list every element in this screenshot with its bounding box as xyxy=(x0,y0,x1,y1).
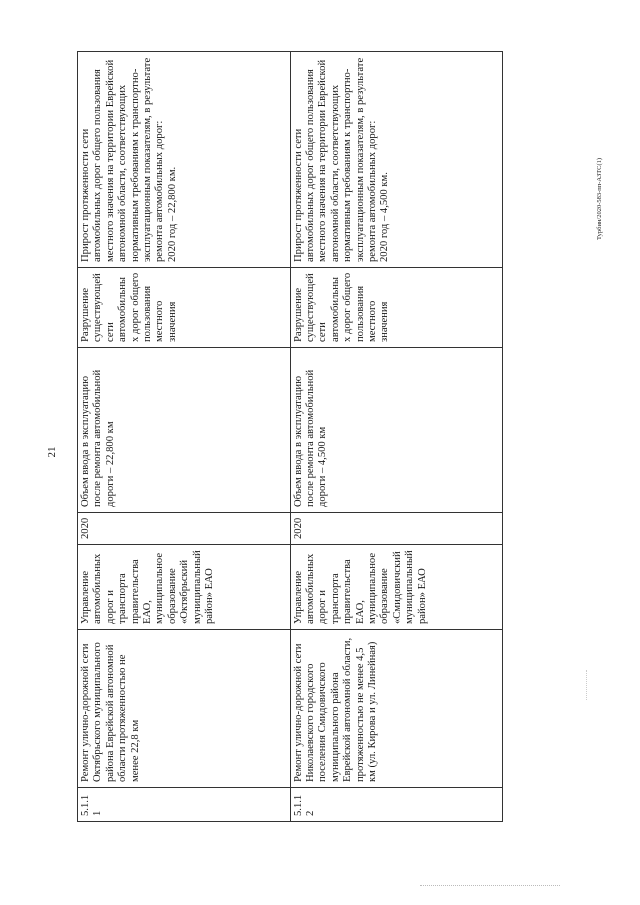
page-number: 21 xyxy=(46,446,58,458)
table-row xyxy=(78,52,291,822)
measure-name: Ремонт улично-дорожной сети Николаевского городского поселения Смидовичского муниципального района Еврейской автономной области, протяженностью не менее 4,5 км (ул. Кирова и ул. Линейная) xyxy=(290,630,503,788)
table-row xyxy=(290,52,503,822)
executor: Управление автомобильных дорог и транспорта правительства ЕАО, муниципальное образование «Октябрьский муниципальный район» ЕАО xyxy=(78,545,291,630)
measures-table-rotated xyxy=(77,52,503,822)
measure-name: Ремонт улично-дорожной сети Октябрьского муниципального района Еврейской автономной области протяженностью не менее 22,8 км xyxy=(78,630,291,788)
target-indicator: Прирост протяженности сети автомобильных дорог общего пользования местного значения на территории Еврейской автономной области, соответствующих нормативным требованиям к транспортно-эксплуатационным показателям, в результате ремонта автомобильных дорог: 2020 год – 22,800 км. xyxy=(78,52,291,268)
year: 2020 xyxy=(78,513,291,545)
target-indicator: Прирост протяженности сети автомобильных дорог общего пользования местного значения на территории Еврейской автономной области, соответствующих нормативным требованиям к транспортно-эксплуатационным показателям, в результате ремонта автомобильных дорог: 2020 год – 4,500 км. xyxy=(290,52,503,268)
expected-result: Объем ввода в эксплуатацию после ремонта автомобильной дороги – 4,500 км xyxy=(290,348,503,513)
document-code: Турбин/2020-583-пп-АЗТС(1) xyxy=(596,157,603,240)
row-number: 5.1.12 xyxy=(290,788,503,822)
risk: Разрушение существующей сети автомобильных дорог общего пользования местного значения xyxy=(290,268,503,348)
expected-result: Объем ввода в эксплуатацию после ремонта автомобильной дороги – 22,800 км xyxy=(78,348,291,513)
year: 2020 xyxy=(290,513,503,545)
risk: Разрушение существующей сети автомобильных дорог общего пользования местного значения xyxy=(78,268,291,348)
measures-table xyxy=(77,51,503,822)
margin-mark xyxy=(586,670,588,700)
executor: Управление автомобильных дорог и транспорта правительства ЕАО, муниципальное образование «Смидовичский муниципальный район» ЕАО xyxy=(290,545,503,630)
row-number: 5.1.11 xyxy=(78,788,291,822)
footer-divider xyxy=(420,885,560,887)
